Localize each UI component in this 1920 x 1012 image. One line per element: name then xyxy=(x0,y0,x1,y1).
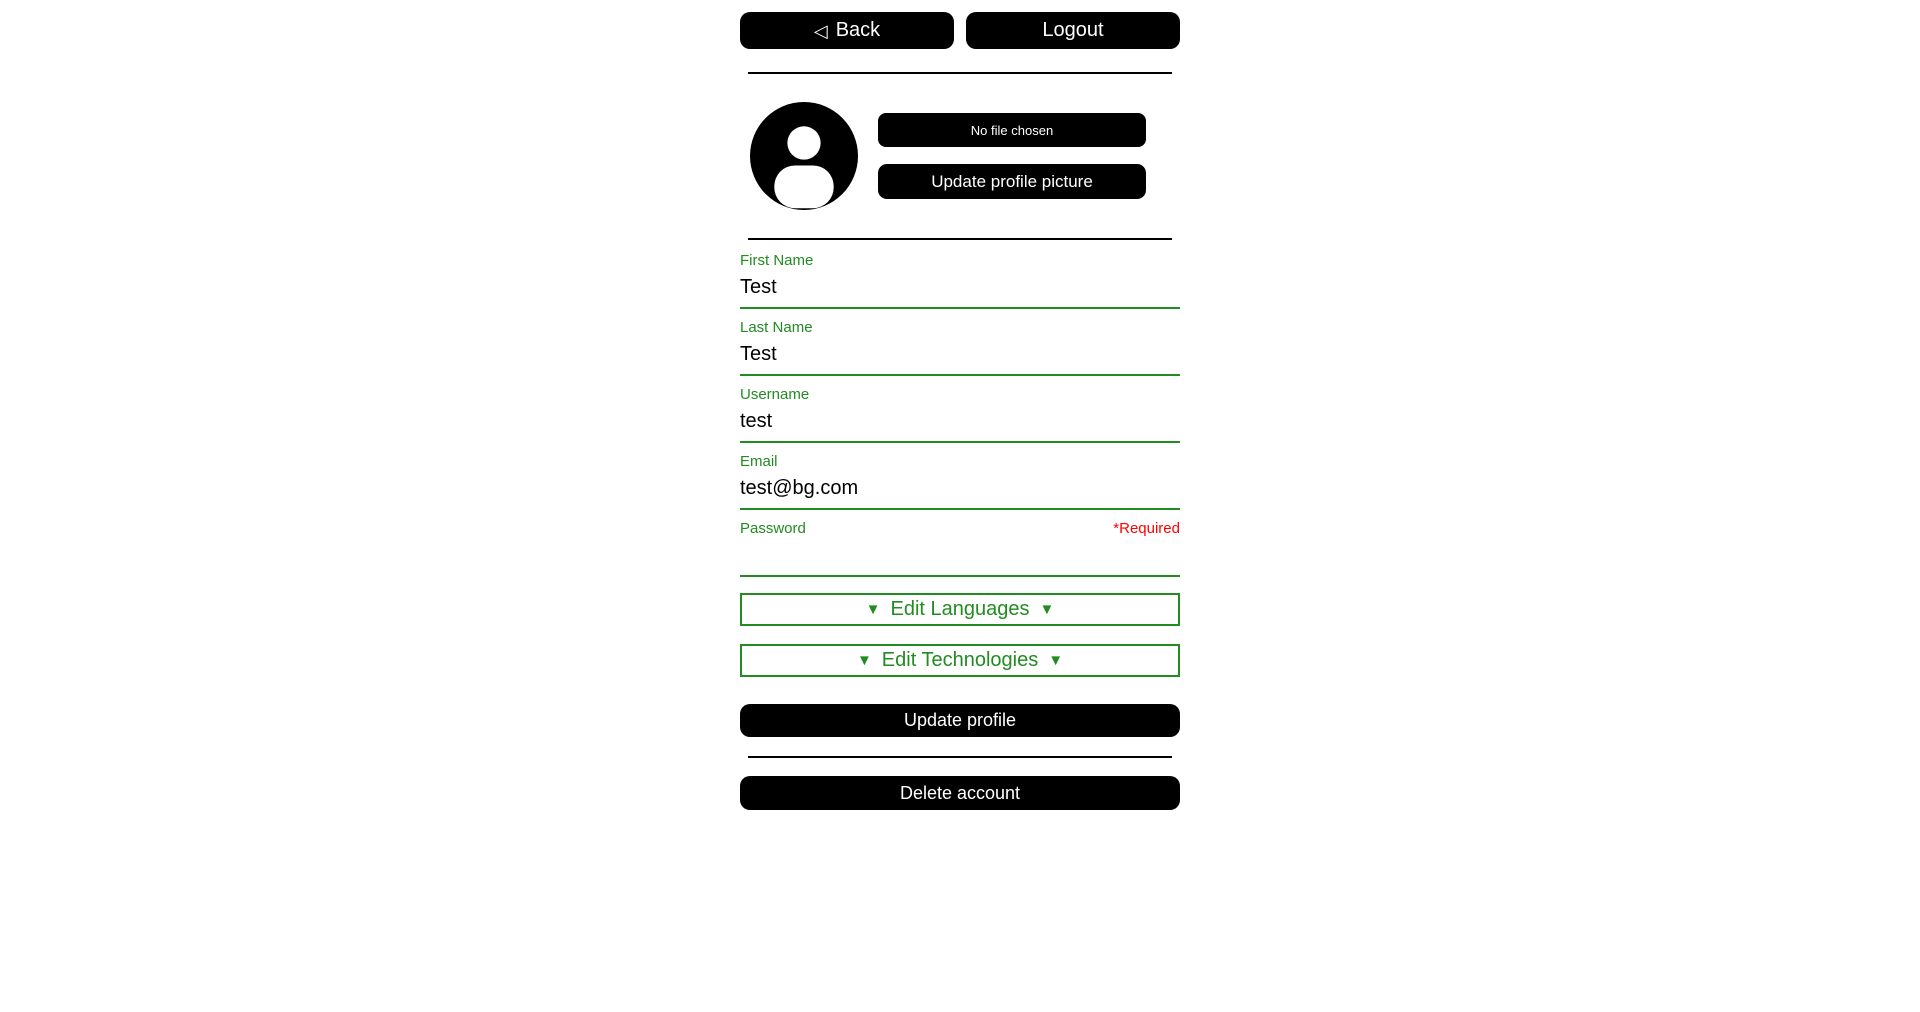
profile-settings-page xyxy=(740,0,1180,810)
update-profile-label: Update profile xyxy=(903,710,1017,730)
field-password xyxy=(740,520,1180,577)
back-button-label: Back xyxy=(835,19,881,41)
password-input[interactable] xyxy=(740,537,1180,575)
edit-technologies-toggle[interactable] xyxy=(740,644,1180,677)
update-picture-button[interactable] xyxy=(878,164,1146,199)
email-label: Email xyxy=(740,453,778,470)
file-input-button[interactable] xyxy=(878,113,1146,147)
username-input[interactable] xyxy=(740,403,1180,441)
caret-down-icon: ▼ xyxy=(1048,652,1064,669)
logout-button-label: Logout xyxy=(1042,19,1104,41)
divider xyxy=(748,72,1172,74)
last-name-input[interactable] xyxy=(740,336,1180,374)
update-picture-label: Update profile picture xyxy=(931,171,1093,191)
logout-button[interactable] xyxy=(966,12,1180,49)
email-input[interactable] xyxy=(740,470,1180,508)
edit-technologies-label: Edit Technologies xyxy=(881,649,1039,671)
avatar xyxy=(750,102,858,210)
divider xyxy=(748,756,1172,758)
last-name-label: Last Name xyxy=(740,319,813,336)
caret-down-icon: ▼ xyxy=(1039,601,1055,618)
required-badge: *Required xyxy=(1113,520,1180,537)
delete-account-label: Delete account xyxy=(899,782,1021,803)
field-first-name xyxy=(740,252,1180,309)
field-last-name xyxy=(740,319,1180,376)
field-email xyxy=(740,453,1180,510)
caret-down-icon: ▼ xyxy=(856,652,872,669)
password-label: Password xyxy=(740,520,806,537)
back-icon: ◁ xyxy=(813,20,828,41)
first-name-input[interactable] xyxy=(740,269,1180,307)
username-label: Username xyxy=(740,386,810,403)
field-username xyxy=(740,386,1180,443)
delete-account-button[interactable] xyxy=(740,776,1180,810)
divider xyxy=(748,238,1172,240)
picture-actions xyxy=(878,113,1146,199)
update-profile-button[interactable] xyxy=(740,704,1180,737)
edit-languages-label: Edit Languages xyxy=(890,598,1030,620)
header-actions xyxy=(740,12,1180,49)
caret-down-icon: ▼ xyxy=(865,601,881,618)
file-input-label: No file chosen xyxy=(970,122,1054,138)
edit-languages-toggle[interactable] xyxy=(740,593,1180,626)
first-name-label: First Name xyxy=(740,252,814,269)
profile-picture-section xyxy=(740,102,1180,210)
back-button[interactable] xyxy=(740,12,954,49)
